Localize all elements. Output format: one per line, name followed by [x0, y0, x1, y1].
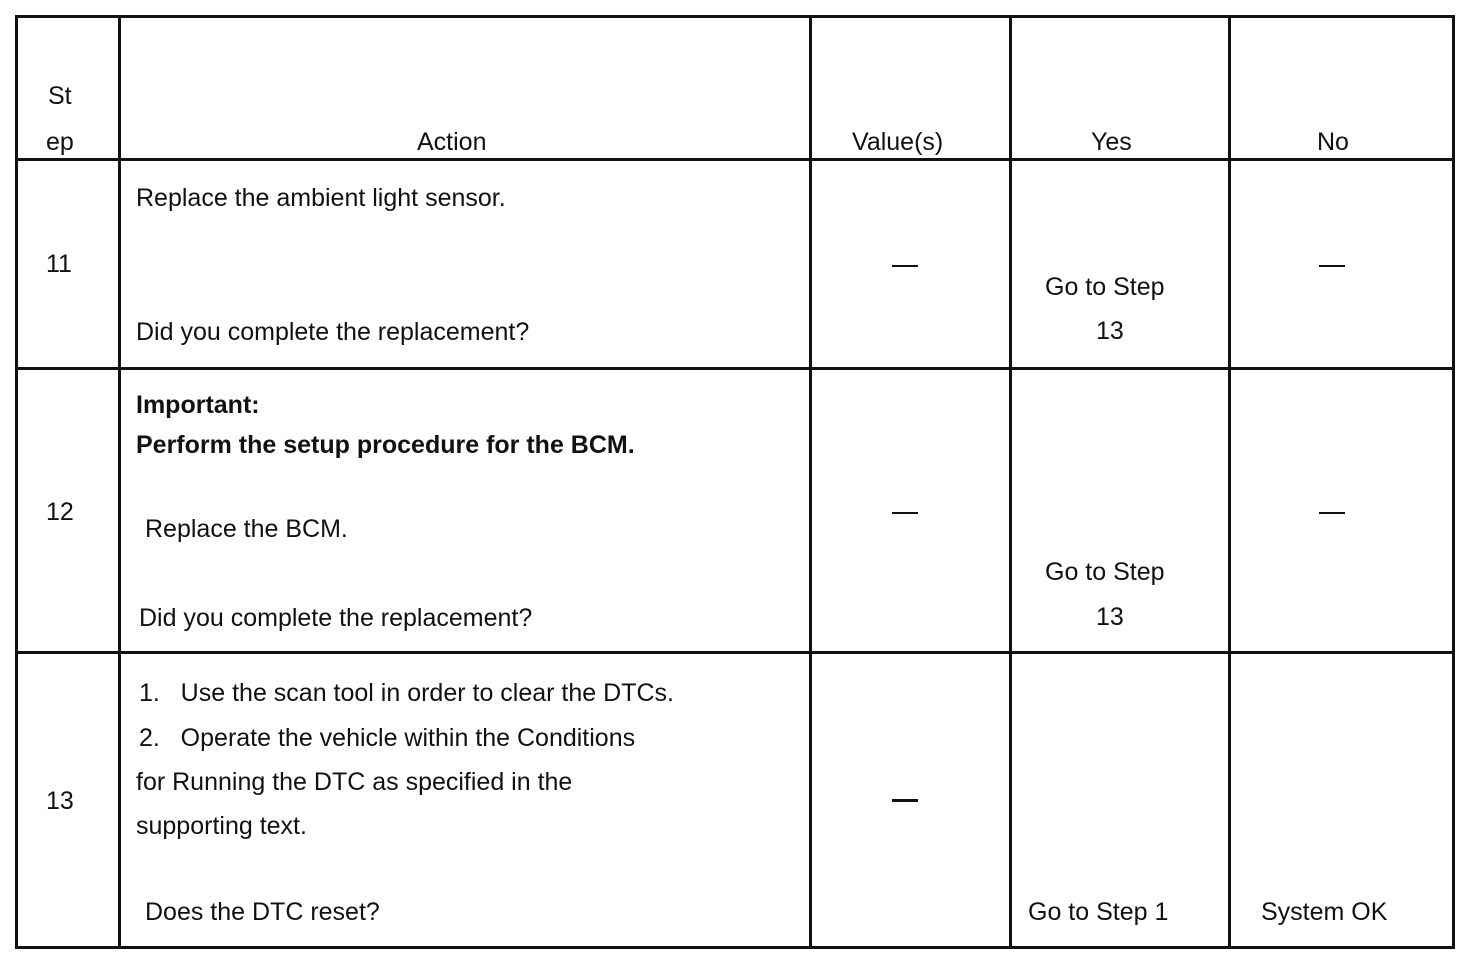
table-row [17, 160, 1454, 369]
value-dash [892, 265, 918, 267]
yes-line1: Go to Step [1045, 273, 1165, 301]
value-cell [811, 369, 1011, 653]
diagnostic-table [15, 15, 1455, 949]
header-action-label: Action [417, 128, 487, 156]
yes-line2: 13 [1096, 603, 1124, 631]
action-question: Did you complete the replacement? [139, 604, 533, 632]
yes-cell [1011, 160, 1230, 369]
header-no [1230, 17, 1454, 160]
step-cell [17, 160, 120, 369]
yes-cell [1011, 369, 1230, 653]
header-yes [1011, 17, 1230, 160]
header-no-label: No [1317, 128, 1349, 156]
action-item-1: 1. Use the scan tool in order to clear the DTCs. [139, 679, 674, 707]
header-row [17, 17, 1454, 160]
action-line: Replace the BCM. [145, 515, 348, 543]
header-action [120, 17, 811, 160]
header-yes-label: Yes [1091, 128, 1132, 156]
action-question: Did you complete the replacement? [136, 318, 530, 346]
no-cell [1230, 160, 1454, 369]
value-cell [811, 653, 1011, 948]
important-label: Important: [136, 391, 260, 419]
action-item-2-cont: for Running the DTC as specified in the [136, 768, 573, 796]
value-dash [892, 512, 918, 514]
action-item-2: 2. Operate the vehicle within the Conditions [139, 724, 636, 752]
no-dash [1319, 265, 1345, 267]
header-values-label: Value(s) [852, 128, 944, 156]
step-cell [17, 653, 120, 948]
action-cell [120, 653, 811, 948]
step-cell [17, 369, 120, 653]
no-cell [1230, 653, 1454, 948]
yes-text: Go to Step 1 [1028, 898, 1169, 926]
yes-line1: Go to Step [1045, 558, 1165, 586]
action-cell [120, 369, 811, 653]
header-step-line1: St [48, 82, 72, 110]
action-cell [120, 160, 811, 369]
action-line: Replace the ambient light sensor. [136, 184, 506, 212]
step-number: 13 [46, 787, 74, 815]
no-cell [1230, 369, 1454, 653]
header-step-line2: ep [46, 128, 74, 156]
value-dash [892, 799, 918, 802]
header-values [811, 17, 1011, 160]
value-cell [811, 160, 1011, 369]
action-item-2-cont: supporting text. [136, 812, 307, 840]
step-number: 12 [46, 498, 74, 526]
yes-line2: 13 [1096, 317, 1124, 345]
table-row [17, 653, 1454, 948]
table-row [17, 369, 1454, 653]
step-number: 11 [46, 250, 72, 278]
important-text: Perform the setup procedure for the BCM. [136, 431, 635, 459]
yes-cell [1011, 653, 1230, 948]
no-text: System OK [1261, 898, 1388, 926]
action-question: Does the DTC reset? [145, 898, 380, 926]
no-dash [1319, 512, 1345, 514]
header-step [17, 17, 120, 160]
